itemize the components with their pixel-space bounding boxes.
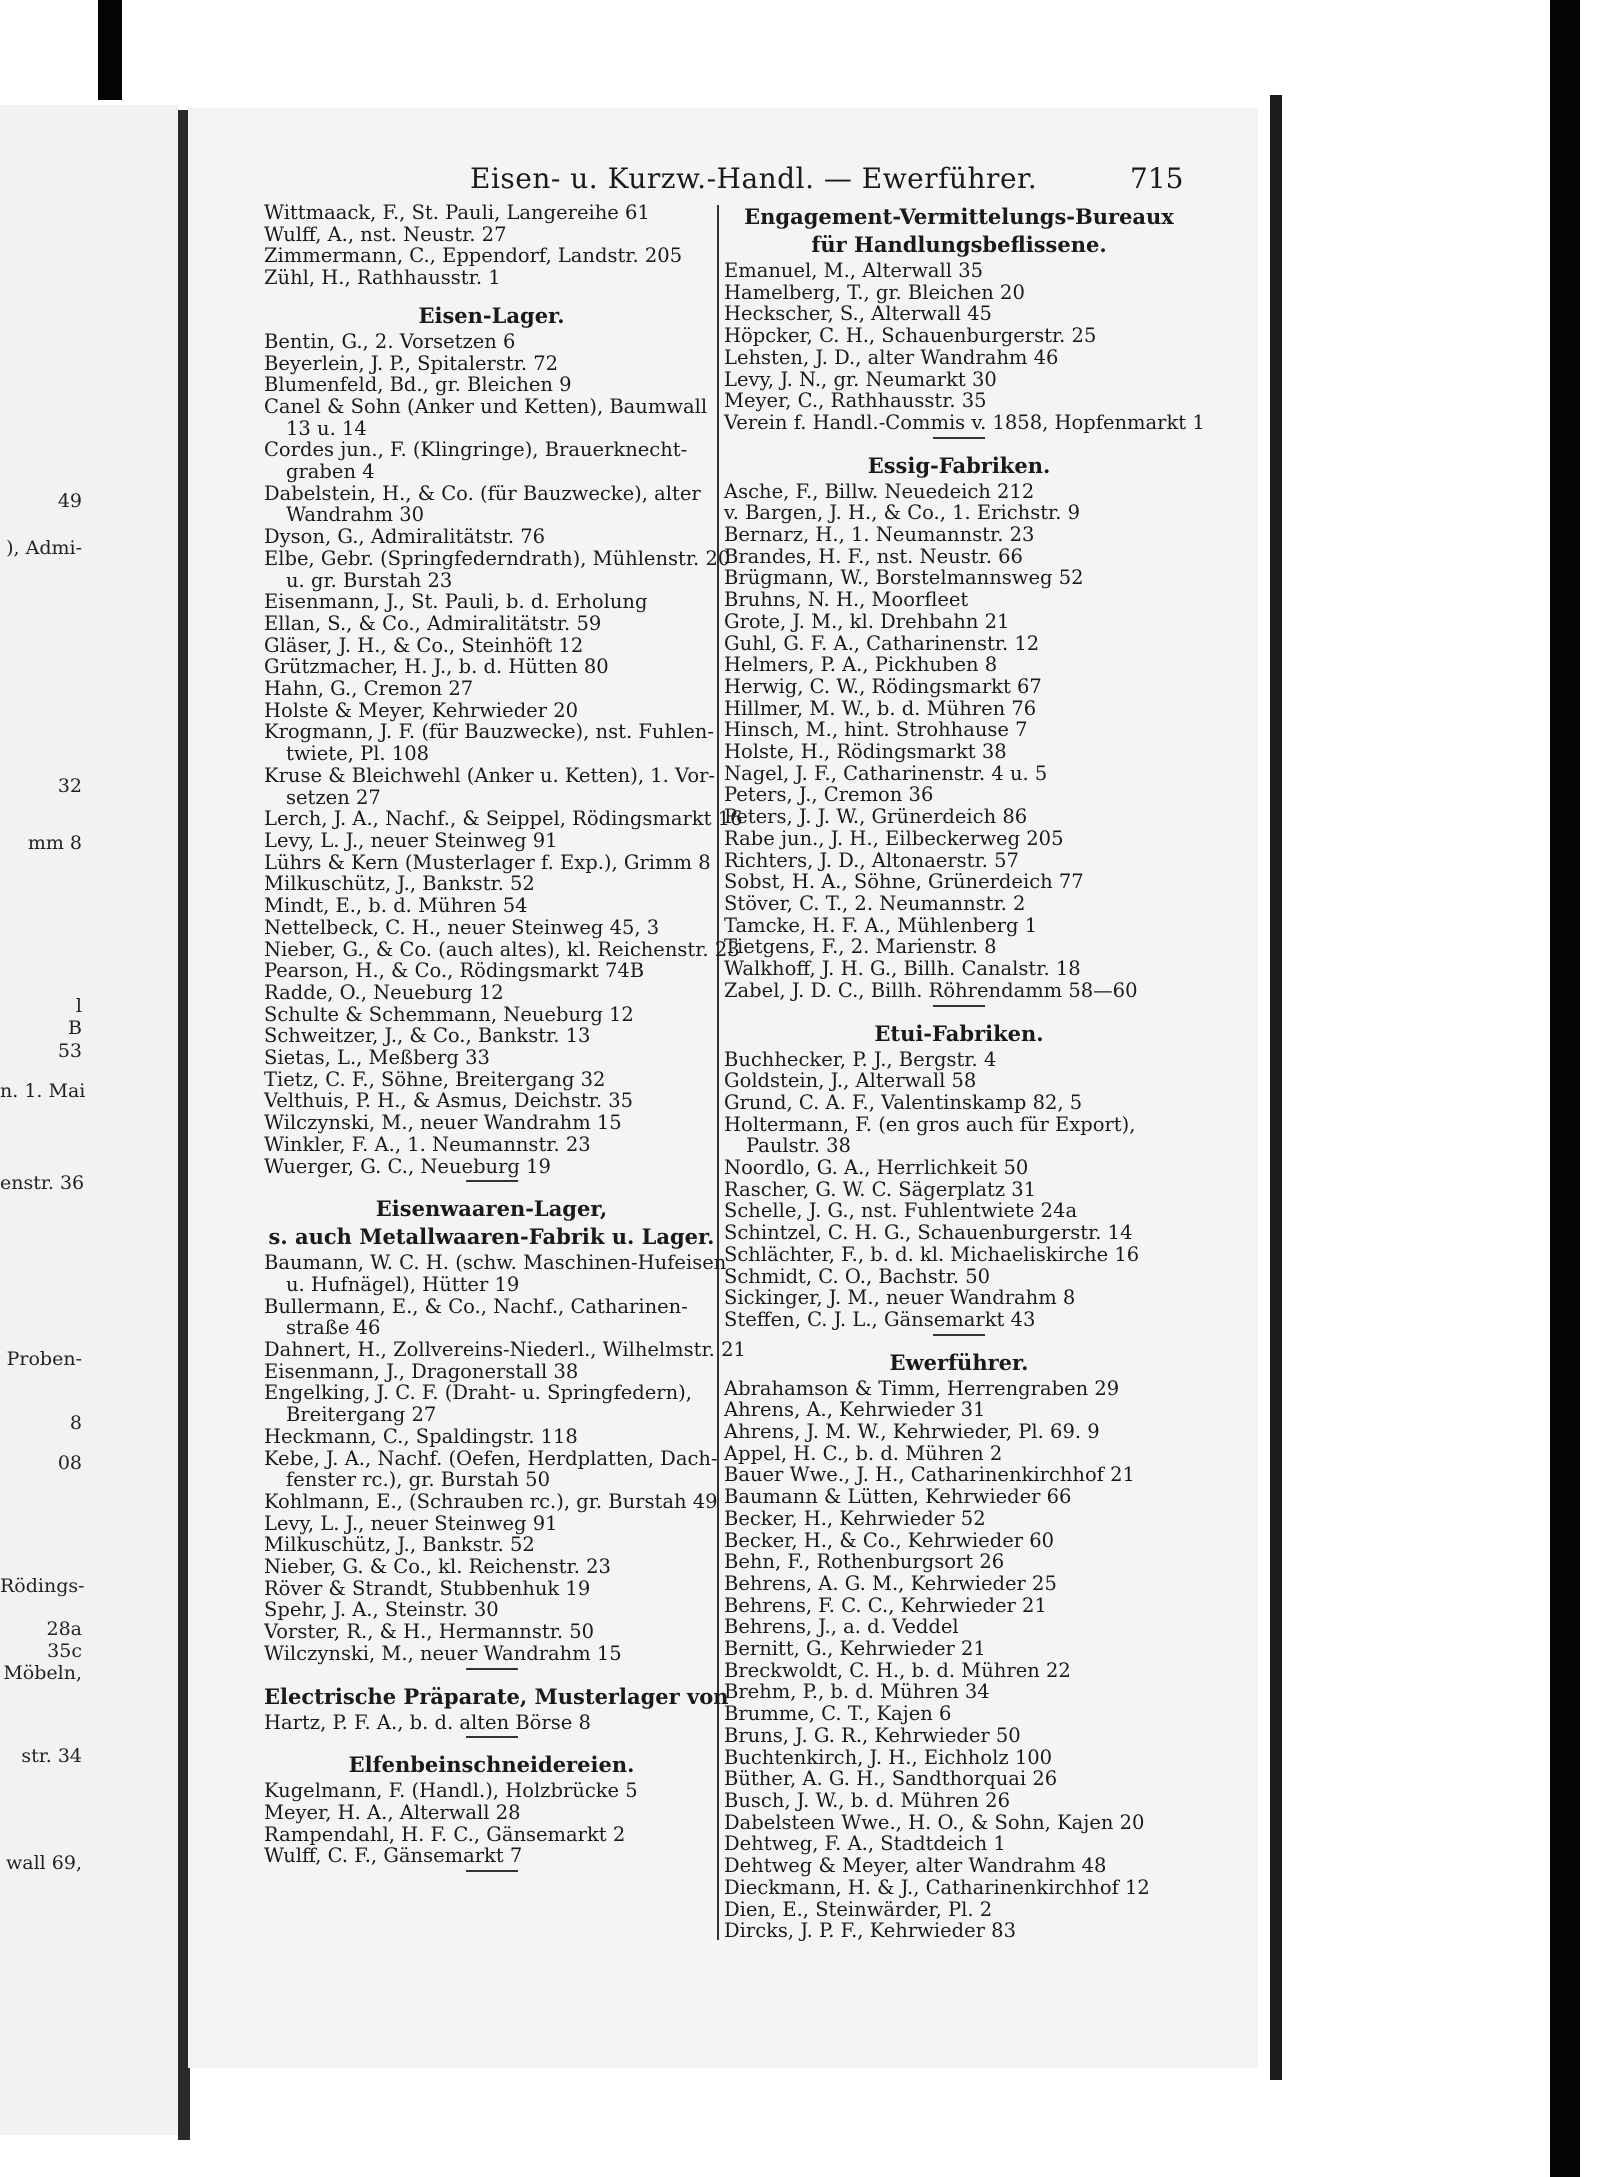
directory-entry: Nieber, G. & Co., kl. Reichenstr. 23 <box>264 1555 611 1579</box>
directory-entry: Noordlo, G. A., Herrlichkeit 50 <box>724 1156 1029 1180</box>
directory-entry: Schweitzer, J., & Co., Bankstr. 13 <box>264 1024 591 1048</box>
previous-page-text-fragment: str. 34 <box>21 1745 82 1767</box>
directory-entry: Baumann, W. C. H. (schw. Maschinen-Hufeisen <box>264 1251 727 1275</box>
previous-page-text-fragment: Proben- <box>6 1348 82 1370</box>
directory-entry: Höpcker, C. H., Schauenburgerstr. 25 <box>724 324 1097 348</box>
directory-entry: Eisenmann, J., Dragonerstall 38 <box>264 1359 579 1383</box>
directory-entry: Dieckmann, H. & J., Catharinenkirchhof 12 <box>724 1875 1150 1899</box>
directory-entry: Tietz, C. F., Söhne, Breitergang 32 <box>264 1067 606 1091</box>
section-heading: Ewerführer. <box>889 1349 1029 1375</box>
directory-entry: Dahnert, H., Zollvereins-Niederl., Wilhelmstr. 21 <box>264 1338 746 1362</box>
directory-entry: Wulff, C. F., Gänsemarkt 7 <box>264 1844 523 1868</box>
directory-entry: Hartz, P. F. A., b. d. alten Börse 8 <box>264 1710 591 1734</box>
directory-entry: Tamcke, H. F. A., Mühlenberg 1 <box>724 913 1038 937</box>
directory-entry: Hinsch, M., hint. Strohhause 7 <box>724 718 1028 742</box>
directory-entry: Spehr, J. A., Steinstr. 30 <box>264 1598 499 1622</box>
directory-entry: Brumme, C. T., Kajen 6 <box>724 1702 952 1726</box>
directory-entry: Levy, L. J., neuer Steinweg 91 <box>264 828 558 852</box>
entry-continuation: graben 4 <box>286 460 375 484</box>
directory-entry: Sietas, L., Meßberg 33 <box>264 1046 490 1070</box>
directory-entry: Lehsten, J. D., alter Wandrahm 46 <box>724 345 1059 369</box>
page-number: 715 <box>1130 162 1184 195</box>
directory-entry: Dabelstein, H., & Co. (für Bauzwecke), alter <box>264 481 701 505</box>
directory-entry: Sickinger, J. M., neuer Wandrahm 8 <box>724 1286 1076 1310</box>
directory-entry: Verein f. Handl.-Commis v. 1858, Hopfenmarkt 1 <box>724 410 1205 434</box>
directory-entry: Appel, H. C., b. d. Mühren 2 <box>724 1441 1003 1465</box>
directory-entry: Rampendahl, H. F. C., Gänsemarkt 2 <box>264 1822 626 1846</box>
previous-page-text-fragment: 32 <box>57 775 82 797</box>
directory-entry: Elbe, Gebr. (Springfederndrath), Mühlenstr. 20 <box>264 546 731 570</box>
directory-entry: Pearson, H., & Co., Rödingsmarkt 74B <box>264 959 645 983</box>
directory-entry: Bullermann, E., & Co., Nachf., Catharinen- <box>264 1294 688 1318</box>
directory-entry: Heckmann, C., Spaldingstr. 118 <box>264 1424 578 1448</box>
section-heading: Essig-Fabriken. <box>867 452 1051 478</box>
directory-entry: Schelle, J. G., nst. Fuhlentwiete 24a <box>724 1199 1078 1223</box>
directory-entry: Zühl, H., Rathhausstr. 1 <box>264 266 501 290</box>
directory-entry: Dehtweg & Meyer, alter Wandrahm 48 <box>724 1854 1107 1878</box>
directory-entry: Levy, J. N., gr. Neumarkt 30 <box>724 367 997 391</box>
directory-entry: Kebe, J. A., Nachf. (Oefen, Herdplatten, Dach- <box>264 1446 718 1470</box>
directory-entry: Brügmann, W., Borstelmannsweg 52 <box>724 566 1084 590</box>
directory-entry: Emanuel, M., Alterwall 35 <box>724 259 984 282</box>
directory-entry: Hamelberg, T., gr. Bleichen 20 <box>724 280 1025 304</box>
directory-entry: Guhl, G. F. A., Catharinenstr. 12 <box>724 631 1040 655</box>
directory-entry: Ellan, S., & Co., Admiralitätstr. 59 <box>264 611 602 635</box>
directory-entry: Gläser, J. H., & Co., Steinhöft 12 <box>264 633 584 657</box>
section-heading: Eisen-Lager. <box>418 302 565 328</box>
running-header: Eisen- u. Kurzw.-Handl. — Ewerführer. <box>470 162 1038 195</box>
directory-entry: Grützmacher, H. J., b. d. Hütten 80 <box>264 655 609 679</box>
directory-entry: Bruns, J. G. R., Kehrwieder 50 <box>724 1723 1021 1747</box>
directory-entry: Heckscher, S., Alterwall 45 <box>724 302 992 326</box>
entry-continuation: 13 u. 14 <box>286 416 367 440</box>
previous-page-text-fragment: enstr. 36 <box>0 1172 85 1194</box>
directory-entry: Schintzel, C. H. G., Schauenburgerstr. 14 <box>724 1221 1133 1245</box>
previous-page-text-fragment: Möbeln, <box>3 1662 82 1684</box>
directory-entry: Kugelmann, F. (Handl.), Holzbrücke 5 <box>264 1779 638 1803</box>
section-heading: für Handlungsbeflissene. <box>811 232 1107 257</box>
directory-entry: Mindt, E., b. d. Mühren 54 <box>264 894 528 918</box>
directory-entry: Dyson, G., Admiralitätstr. 76 <box>264 525 546 549</box>
directory-entry: Wittmaack, F., St. Pauli, Langereihe 61 <box>264 201 650 224</box>
directory-entry: Rabe jun., J. H., Eilbeckerweg 205 <box>724 826 1064 850</box>
directory-entry: Kruse & Bleichwehl (Anker u. Ketten), 1. Vor- <box>264 763 715 787</box>
entry-continuation: straße 46 <box>286 1316 381 1340</box>
section-separator <box>933 437 985 439</box>
directory-entry: Lerch, J. A., Nachf., & Seippel, Rödingsmarkt 16 <box>264 807 743 831</box>
directory-entry: Vorster, R., & H., Hermannstr. 50 <box>264 1620 595 1644</box>
entry-continuation: fenster rc.), gr. Burstah 50 <box>286 1468 550 1492</box>
directory-entry: Becker, H., Kehrwieder 52 <box>724 1506 986 1530</box>
right-column <box>724 202 1205 1943</box>
directory-entry: Steffen, C. J. L., Gänsemarkt 43 <box>724 1307 1036 1331</box>
directory-entry: Abrahamson & Timm, Herrengraben 29 <box>724 1376 1120 1400</box>
entry-continuation: Paulstr. 38 <box>746 1134 851 1158</box>
entry-continuation: u. Hufnägel), Hütter 19 <box>286 1272 520 1296</box>
previous-page-text-fragment: 08 <box>57 1452 82 1474</box>
directory-entry: Zimmermann, C., Eppendorf, Landstr. 205 <box>264 244 683 268</box>
previous-page-text-fragment: 28a <box>46 1618 82 1640</box>
directory-entry: Buchhecker, P. J., Bergstr. 4 <box>724 1047 997 1071</box>
directory-entry: Engelking, J. C. F. (Draht- u. Springfedern), <box>264 1381 692 1405</box>
directory-entry: Bernitt, G., Kehrwieder 21 <box>724 1637 986 1661</box>
section-separator <box>933 1005 985 1007</box>
directory-entry: v. Bargen, J. H., & Co., 1. Erichstr. 9 <box>724 501 1081 525</box>
directory-entry: Dabelsteen Wwe., H. O., & Sohn, Kajen 20 <box>724 1810 1145 1834</box>
directory-entry: Winkler, F. A., 1. Neumannstr. 23 <box>264 1132 591 1156</box>
directory-entry: Beyerlein, J. P., Spitalerstr. 72 <box>264 351 559 375</box>
directory-entry: Behrens, J., a. d. Veddel <box>724 1615 959 1639</box>
entry-continuation: Breitergang 27 <box>286 1403 437 1427</box>
directory-entry: Hahn, G., Cremon 27 <box>264 677 474 701</box>
directory-entry: Breckwoldt, C. H., b. d. Mühren 22 <box>724 1658 1071 1682</box>
previous-page-text-fragment: 35c <box>47 1640 82 1662</box>
directory-entry: Behn, F., Rothenburgsort 26 <box>724 1550 1005 1574</box>
directory-entry: Holtermann, F. (en gros auch für Export), <box>724 1112 1136 1136</box>
directory-entry: Rascher, G. W. C. Sägerplatz 31 <box>724 1177 1037 1201</box>
directory-entry: Grote, J. M., kl. Drehbahn 21 <box>724 609 1010 633</box>
directory-entry: Milkuschütz, J., Bankstr. 52 <box>264 1533 535 1557</box>
directory-entry: Dircks, J. P. F., Kehrwieder 83 <box>724 1919 1016 1943</box>
directory-entry: Velthuis, P. H., & Asmus, Deichstr. 35 <box>264 1089 634 1113</box>
directory-entry: Zabel, J. D. C., Billh. Röhrendamm 58—60 <box>724 978 1138 1002</box>
previous-page-text-fragment: ), Admi- <box>6 537 82 559</box>
directory-entry: Stöver, C. T., 2. Neumannstr. 2 <box>724 891 1026 915</box>
directory-entry: Sobst, H. A., Söhne, Grünerdeich 77 <box>724 870 1084 894</box>
directory-entry: Kohlmann, E., (Schrauben rc.), gr. Burstah 49 <box>264 1489 718 1513</box>
directory-entry: Helmers, P. A., Pickhuben 8 <box>724 653 998 677</box>
directory-entry: Walkhoff, J. H. G., Billh. Canalstr. 18 <box>724 957 1081 981</box>
directory-entry: Grund, C. A. F., Valentinskamp 82, 5 <box>724 1090 1083 1114</box>
directory-entry: Meyer, H. A., Alterwall 28 <box>264 1801 521 1824</box>
section-heading: Etui-Fabriken. <box>874 1020 1044 1046</box>
directory-entry: Schlächter, F., b. d. kl. Michaeliskirche 16 <box>724 1242 1140 1266</box>
section-heading: s. auch Metallwaaren-Fabrik u. Lager. <box>268 1224 715 1250</box>
section-separator <box>466 1736 518 1738</box>
directory-entry: Nagel, J. F., Catharinenstr. 4 u. 5 <box>724 761 1048 785</box>
directory-entry: Holste & Meyer, Kehrwieder 20 <box>264 698 579 722</box>
entry-continuation: Wandrahm 30 <box>286 503 425 527</box>
section-separator <box>933 1334 985 1336</box>
previous-page-text-fragment: wall 69, <box>6 1852 82 1874</box>
directory-entry: Behrens, A. G. M., Kehrwieder 25 <box>724 1571 1057 1595</box>
directory-entry: Bernarz, H., 1. Neumannstr. 23 <box>724 523 1035 547</box>
section-heading: Elfenbeinschneidereien. <box>348 1752 635 1778</box>
directory-entry: Nieber, G., & Co. (auch altes), kl. Reichenstr. 23 <box>264 937 740 961</box>
directory-entry: Schulte & Schemmann, Neueburg 12 <box>264 1002 634 1026</box>
directory-entry: Dien, E., Steinwärder, Pl. 2 <box>724 1897 993 1921</box>
directory-entry: Büther, A. G. H., Sandthorquai 26 <box>724 1767 1058 1791</box>
directory-entry: Radde, O., Neueburg 12 <box>264 980 504 1004</box>
directory-entry: Baumann & Lütten, Kehrwieder 66 <box>724 1485 1072 1509</box>
left-column <box>264 201 746 1872</box>
directory-entry: Wilczynski, M., neuer Wandrahm 15 <box>264 1641 622 1665</box>
directory-entry: Goldstein, J., Alterwall 58 <box>724 1069 977 1093</box>
directory-entry: Becker, H., & Co., Kehrwieder 60 <box>724 1528 1055 1552</box>
directory-entry: Holste, H., Rödingsmarkt 38 <box>724 740 1007 764</box>
directory-entry: Krogmann, J. F. (für Bauzwecke), nst. Fuhlen- <box>264 720 714 744</box>
directory-entry: Wuerger, G. C., Neueburg 19 <box>264 1154 551 1178</box>
directory-entry: Dehtweg, F. A., Stadtdeich 1 <box>724 1832 1006 1856</box>
directory-entry: Röver & Strandt, Stubbenhuk 19 <box>264 1576 591 1600</box>
previous-page-text-fragment: 8 <box>69 1412 82 1434</box>
directory-entry: Levy, L. J., neuer Steinweg 91 <box>264 1511 558 1535</box>
previous-page-text-fragment: 53 <box>57 1040 82 1062</box>
entry-continuation: u. gr. Burstah 23 <box>286 568 453 592</box>
directory-entry: Bentin, G., 2. Vorsetzen 6 <box>264 329 516 353</box>
directory-entry: Cordes jun., F. (Klingringe), Brauerknecht- <box>264 438 688 462</box>
directory-entry: Hillmer, M. W., b. d. Mühren 76 <box>724 696 1037 720</box>
directory-entry: Richters, J. D., Altonaerstr. 57 <box>724 848 1019 872</box>
previous-page-text-fragment: n. 1. Mai <box>0 1080 86 1102</box>
section-separator <box>466 1870 518 1872</box>
directory-entry: Herwig, C. W., Rödingsmarkt 67 <box>724 674 1042 698</box>
previous-page-text-fragment: l <box>75 995 82 1017</box>
directory-entry: Busch, J. W., b. d. Mühren 26 <box>724 1789 1010 1812</box>
directory-entry: Behrens, F. C. C., Kehrwieder 21 <box>724 1593 1047 1617</box>
directory-entry: Bauer Wwe., J. H., Catharinenkirchhof 21 <box>724 1463 1135 1487</box>
directory-entry: Asche, F., Billw. Neuedeich 212 <box>724 479 1035 503</box>
section-heading: Electrische Präparate, Musterlager von <box>264 1683 729 1709</box>
directory-entry: Peters, J., Cremon 36 <box>724 783 934 807</box>
directory-entry: Meyer, C., Rathhausstr. 35 <box>724 389 987 413</box>
directory-entry: Buchtenkirch, J. H., Eichholz 100 <box>724 1745 1053 1769</box>
section-heading: Eisenwaaren-Lager, <box>375 1196 608 1222</box>
previous-page-edge <box>0 105 178 2135</box>
previous-page-text-fragment: mm 8 <box>27 832 82 854</box>
directory-entry: Brandes, H. F., nst. Neustr. 66 <box>724 544 1023 568</box>
entry-continuation: setzen 27 <box>286 785 381 809</box>
entry-continuation: twiete, Pl. 108 <box>286 742 430 766</box>
directory-entry: Ahrens, A., Kehrwieder 31 <box>724 1398 986 1422</box>
directory-entry: Schmidt, C. O., Bachstr. 50 <box>724 1264 991 1288</box>
directory-entry: Blumenfeld, Bd., gr. Bleichen 9 <box>264 373 572 397</box>
directory-entry: Canel & Sohn (Anker und Ketten), Baumwall <box>264 394 708 418</box>
directory-entry: Lührs & Kern (Musterlager f. Exp.), Grimm 8 <box>264 850 711 874</box>
directory-entry: Wulff, A., nst. Neustr. 27 <box>264 222 507 246</box>
previous-page-text-fragment: B <box>68 1017 82 1039</box>
previous-page-text-fragment: 49 <box>57 490 82 512</box>
directory-entry: Brehm, P., b. d. Mühren 34 <box>724 1680 990 1704</box>
directory-entry: Bruhns, N. H., Moorfleet <box>724 588 969 612</box>
directory-entry: Peters, J. J. W., Grünerdeich 86 <box>724 805 1028 829</box>
directory-entry: Eisenmann, J., St. Pauli, b. d. Erholung <box>264 590 648 614</box>
previous-page-text-fragment: Rödings- <box>0 1575 85 1597</box>
section-separator <box>466 1180 518 1182</box>
section-heading: Engagement-Vermittelungs-Bureaux <box>744 204 1174 229</box>
directory-entry: Ahrens, J. M. W., Kehrwieder, Pl. 69. 9 <box>724 1420 1100 1444</box>
directory-entry: Tietgens, F., 2. Marienstr. 8 <box>724 935 997 959</box>
directory-entry: Nettelbeck, C. H., neuer Steinweg 45, 3 <box>264 915 660 939</box>
directory-entry: Wilczynski, M., neuer Wandrahm 15 <box>264 1111 622 1135</box>
directory-entry: Milkuschütz, J., Bankstr. 52 <box>264 872 535 896</box>
section-separator <box>466 1668 518 1670</box>
